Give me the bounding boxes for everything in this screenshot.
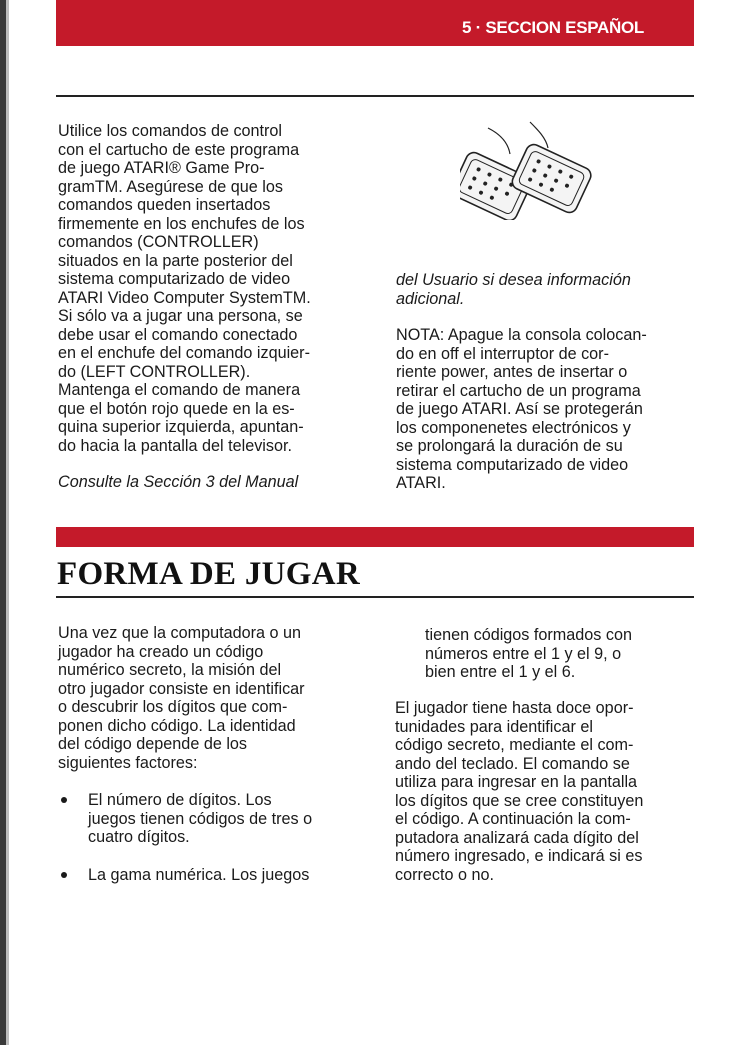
text-line: sistema computarizado de video [58,270,291,288]
manual-reference-text: Consulte la Sección 3 del Manual [58,473,299,491]
intro-left-column [58,122,358,492]
text-line: el código. A continuación la com- [395,810,631,828]
text-line: juegos tienen códigos de tres o [88,809,313,828]
section-label: 5 · SECCION ESPAÑOL [462,18,644,37]
nota-label: NOTA: [396,326,445,344]
bullet-item-range [88,866,368,885]
text-line: La gama numérica. Los juegos [88,866,310,884]
bullet-marker [61,872,67,878]
section-red-bar [56,527,694,547]
text-line: los componenetes electrónicos y [396,418,631,437]
text-line: de juego ATARI® Game Pro- [58,159,265,177]
text-line: El número de dígitos. Los [88,791,272,809]
text-line: El jugador tiene hasta doce opor- [395,699,634,717]
text-line: comandos queden insertados [58,196,271,214]
text-line: tunidades para identificar el [395,717,593,736]
text-line: adicional. [396,289,465,308]
text-line: otro jugador consiste en identificar [58,679,305,698]
heading-divider [56,596,694,598]
text-line: ATARI Video Computer SystemTM. [58,288,311,307]
bullet-item-digits [88,791,368,847]
section-heading: FORMA DE JUGAR [57,556,361,592]
text-line: cuatro dígitos. [88,828,190,846]
text-line: do (LEFT CONTROLLER). [58,362,251,381]
text-line: Si sólo va a jugar una persona, se [58,307,303,325]
text-line: situados en la parte posterior del [58,251,293,270]
text-line: firmemente en los enchufes de los [58,214,305,233]
text-line: código secreto, mediante el com- [395,736,634,754]
text-line: Utilice los comandos de control [58,122,283,140]
text-line: putadora analizará cada dígito del [395,828,639,847]
text-line: do hacia la pantalla del televisor. [58,436,292,455]
text-line: se prolongará la duración de su [396,437,623,455]
text-line: Apague la consola colocan- [444,326,647,344]
bullet-continuation [425,626,695,682]
bullet-marker [61,797,67,803]
text-line: riente power, antes de insertar o [396,363,628,381]
text-line: ATARI. [396,474,446,492]
text-line: Mantenga el comando de manera [58,381,301,399]
text-line: correcto o no. [395,865,494,884]
text-line: gramTM. Asegúrese de que los [58,177,283,196]
nota-line [396,326,696,345]
text-line: quina superior izquierda, apuntan- [58,418,304,436]
text-line: ponen dicho código. La identidad [58,716,296,735]
text-line: en el enchufe del comando izquier- [58,344,310,362]
text-line: comandos (CONTROLLER) [58,233,259,251]
text-line: bien entre el 1 y el 6. [425,663,576,681]
section-header-bar [56,0,694,46]
gameplay-left-column [58,624,368,772]
text-line: debe usar el comando conectado [58,325,298,344]
text-line: de juego ATARI. Así se protegerán [396,400,643,418]
text-line: siguientes factores: [58,753,198,772]
text-line: del código depende de los [58,735,248,753]
text-line: que el botón rojo quede en la es- [58,399,295,418]
text-line: números entre el 1 y el 9, o [425,644,622,663]
text-line: ando del teclado. El comando se [395,754,630,773]
text-line: retirar el cartucho de un programa [396,381,641,400]
text-line: número ingresado, e indicará si es [395,847,643,865]
text-line: tienen códigos formados con [425,626,632,644]
text-line: do en off el interruptor de cor- [396,344,609,363]
text-line: Una vez que la computadora o un [58,624,301,642]
text-line: o descubrir los dígitos que com- [58,698,288,716]
keypad-controllers-icon [460,120,620,220]
text-line: utiliza para ingresar en la pantalla [395,773,638,791]
text-line: jugador ha creado un código [58,642,264,661]
text-line: con el cartucho de este programa [58,140,300,159]
gameplay-right-column [395,699,695,884]
text-line: numérico secreto, la misión del [58,661,282,679]
intro-right-column [396,271,696,493]
text-line: del Usuario si desea información [396,271,631,289]
page-binding-shadow [6,0,9,1045]
text-line: sistema computarizado de video [396,455,629,474]
text-line: los dígitos que se cree constituyen [395,791,644,810]
top-divider [56,95,694,97]
